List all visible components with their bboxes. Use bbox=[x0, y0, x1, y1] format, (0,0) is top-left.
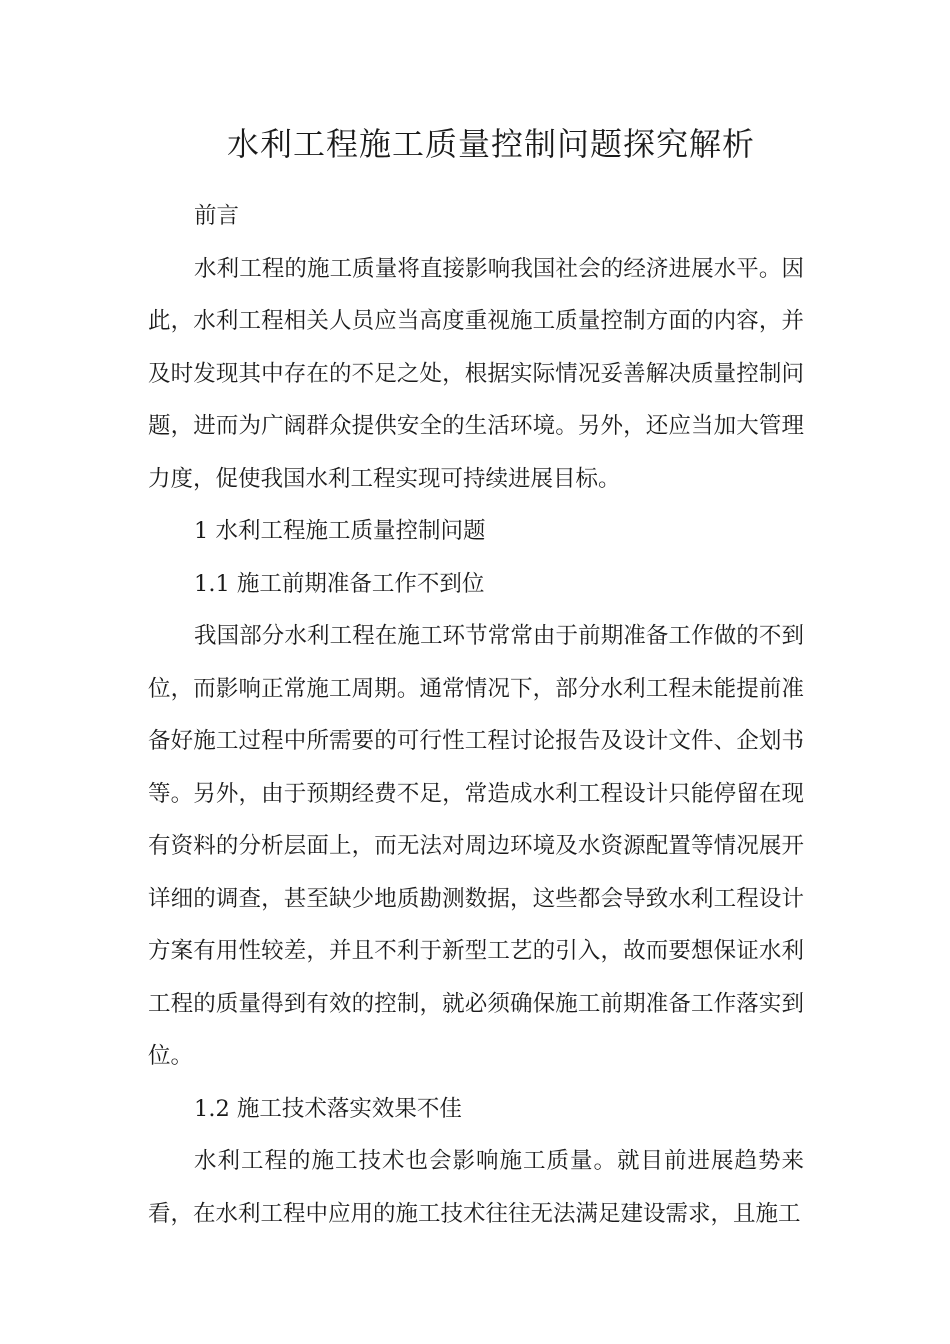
subsection-heading-1-1: 1.1 施工前期准备工作不到位 bbox=[194, 570, 485, 597]
paragraph-1-2: 水利工程的施工技术也会影响施工质量。就目前进展趋势来看，在水利工程中应用的施工技术往往无法满足建设需求，且施工 bbox=[148, 1148, 804, 1227]
heading-preface: 前言 bbox=[194, 203, 240, 229]
document-body bbox=[148, 190, 804, 1240]
paragraph-preface: 水利工程的施工质量将直接影响我国社会的经济进展水平。因此，水利工程相关人员应当高度重视施工质量控制方面的内容，并及时发现其中存在的不足之处，根据实际情况妥善解决质量控制问题，进而为广阔群众提供安全的生活环境。另外，还应当加大管理力度，促使我国水利工程实现可持续进展目标。 bbox=[148, 255, 804, 492]
paragraph-1-1: 我国部分水利工程在施工环节常常由于前期准备工作做的不到位，而影响正常施工周期。通常情况下，部分水利工程未能提前准备好施工过程中所需要的可行性工程讨论报告及设计文件、企划书等。另外，由于预期经费不足，常造成水利工程设计只能停留在现有资料的分析层面上，而无法对周边环境及水资源配置等情况展开详细的调查，甚至缺少地质勘测数据，这些都会导致水利工程设计方案有用性较差，并且不利于新型工艺的引入，故而要想保证水利工程的质量得到有效的控制，就必须确保施工前期准备工作落实到位。 bbox=[148, 623, 804, 1069]
subsection-heading-1-2: 1.2 施工技术落实效果不佳 bbox=[194, 1095, 462, 1122]
section-heading-1: 1 水利工程施工质量控制问题 bbox=[194, 518, 486, 544]
document-title: 水利工程施工质量控制问题探究解析 bbox=[226, 125, 755, 163]
